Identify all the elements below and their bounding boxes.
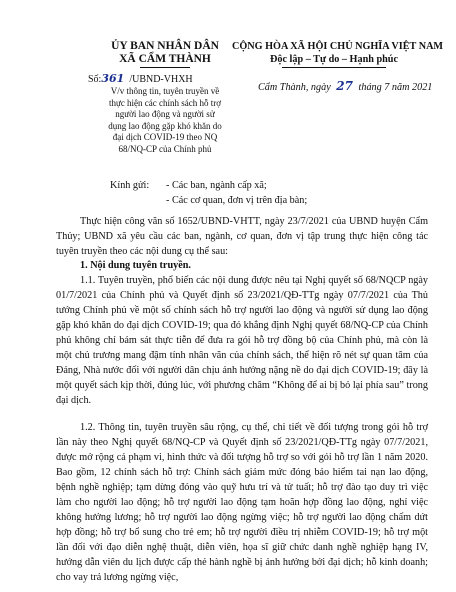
document-number: [88, 72, 193, 87]
intro-text: Thực hiện công văn số 1652/UBND-VHTT, ngày 23/7/2021 của UBND huyện Cẩm Thủy; UBND xã yêu cầu các ban, ngành, cơ quan, đơn vị tập trung thực hiện công tác tuyên truyền theo các nội dung cụ thể sau:: [56, 216, 428, 257]
intro-paragraph: [56, 214, 428, 259]
nation-title: CỘNG HÒA XÃ HỘI CHỦ NGHĨA VIỆT NAM: [232, 41, 444, 52]
paragraph-1-1-text: 1.1. Tuyên truyền, phổ biến các nội dung được nêu tại Nghị quyết số 68/NQCP ngày 01/7/2021 của Chính phủ và Quyết định số 23/2021/QĐ-TTg ngày 07/7/2021 của Thủ tướng Chính phủ về một số chính sách hỗ trợ người lao động và người sử dụng lao động gặp khó khăn do đại dịch COVID-19; qua đó khẳng định Nghị quyết 68/NQ-CP của Chính phủ không chỉ bám sát thực tiễn để đưa ra gói hỗ trợ đồng bộ của Chính phủ, mà còn là một chủ trương mang đậm tính nhân văn của chính sách, thể hiện rõ nét sự quan tâm của Đảng, Nhà nước đối với người dân chịu ảnh hưởng nặng nề do đại dịch COVID-19; đây là một quyết sách kịp thời, đúng lúc, với phương châm “Không để ai bị bỏ lại phía sau” trong đại dịch.: [56, 275, 428, 406]
doc-no-suffix: /UBND-VHXH: [129, 74, 193, 85]
org-underline: [140, 67, 190, 68]
date-prefix: Cẩm Thành, ngày: [258, 82, 331, 93]
recipient-line: - Các cơ quan, đơn vị trên địa bàn;: [166, 195, 308, 206]
paragraph-1-1: [56, 273, 428, 408]
doc-no-prefix: Số:: [88, 74, 102, 85]
org-name-line2: XÃ CẨM THÀNH: [119, 53, 211, 65]
document-date: [258, 79, 432, 95]
national-motto: Độc lập – Tự do – Hạnh phúc: [270, 54, 398, 65]
summary-line: thực hiện các chính sách hỗ trợ: [108, 97, 222, 108]
doc-no-handwritten: 361: [101, 72, 125, 85]
recipients-label: Kính gửi:: [110, 180, 150, 191]
summary-line: người lao động và người sử: [115, 109, 215, 119]
paragraph-1-2-text: 1.2. Thông tin, tuyên truyền sâu rộng, cụ thể, chi tiết về đối tượng trong gói hỗ trợ lần này theo Nghị quyết 68/NQ-CP và Quyết định số 23/2021/QĐ-TTg ngày 07/7/2021, được mở rộng cả phạm vi, hình thức và đối tượng hỗ trợ so với gói hỗ trợ lần 1 năm 2020. Bao gồm, 12 chính sách hỗ trợ: Chính sách giảm mức đóng bảo hiểm tai nạn lao động, bệnh nghề nghiệp; tạm dừng đóng vào quỹ hưu trí và tử tuất; hỗ trợ đào tạo duy trì việc làm cho người lao động; hỗ trợ người lao động tạm hoãn hợp đồng lao động, nghỉ việc không hưởng lương; hỗ trợ người lao động ngừng việc; hỗ trợ người lao động chấm dứt hợp đồng; hỗ trợ bổ sung cho trẻ em; hỗ trợ người điều trị nhiễm COVID-19; hỗ trợ một lần đối với đạo diễn nghệ thuật, diễn viên, họa sĩ giữ chức danh nghề nghiệp hạng IV, hướng dẫn viên du lịch được cấp thẻ hành nghề bị ảnh hưởng bởi đại dịch; hỗ kinh doanh; cho vay trả lương ngừng việc,: [56, 422, 428, 583]
document-summary: [80, 86, 250, 155]
org-name-line1: ỦY BAN NHÂN DÂN: [111, 40, 219, 52]
summary-line: đại dịch COVID-19 theo NQ: [112, 132, 218, 142]
date-day-handwritten: 27: [336, 79, 353, 93]
date-suffix: tháng 7 năm 2021: [358, 82, 433, 93]
recipient-line: - Các ban, ngành cấp xã;: [166, 180, 267, 191]
section-1-title: 1. Nội dung tuyên truyền.: [80, 260, 191, 271]
motto-underline: [282, 67, 386, 68]
summary-line: V/v thông tin, tuyên truyền về: [110, 86, 220, 96]
paragraph-1-2: [56, 420, 428, 585]
summary-line: 68/NQ-CP của Chính phủ: [118, 143, 212, 154]
summary-line: dụng lao động gặp khó khăn do: [108, 120, 222, 131]
